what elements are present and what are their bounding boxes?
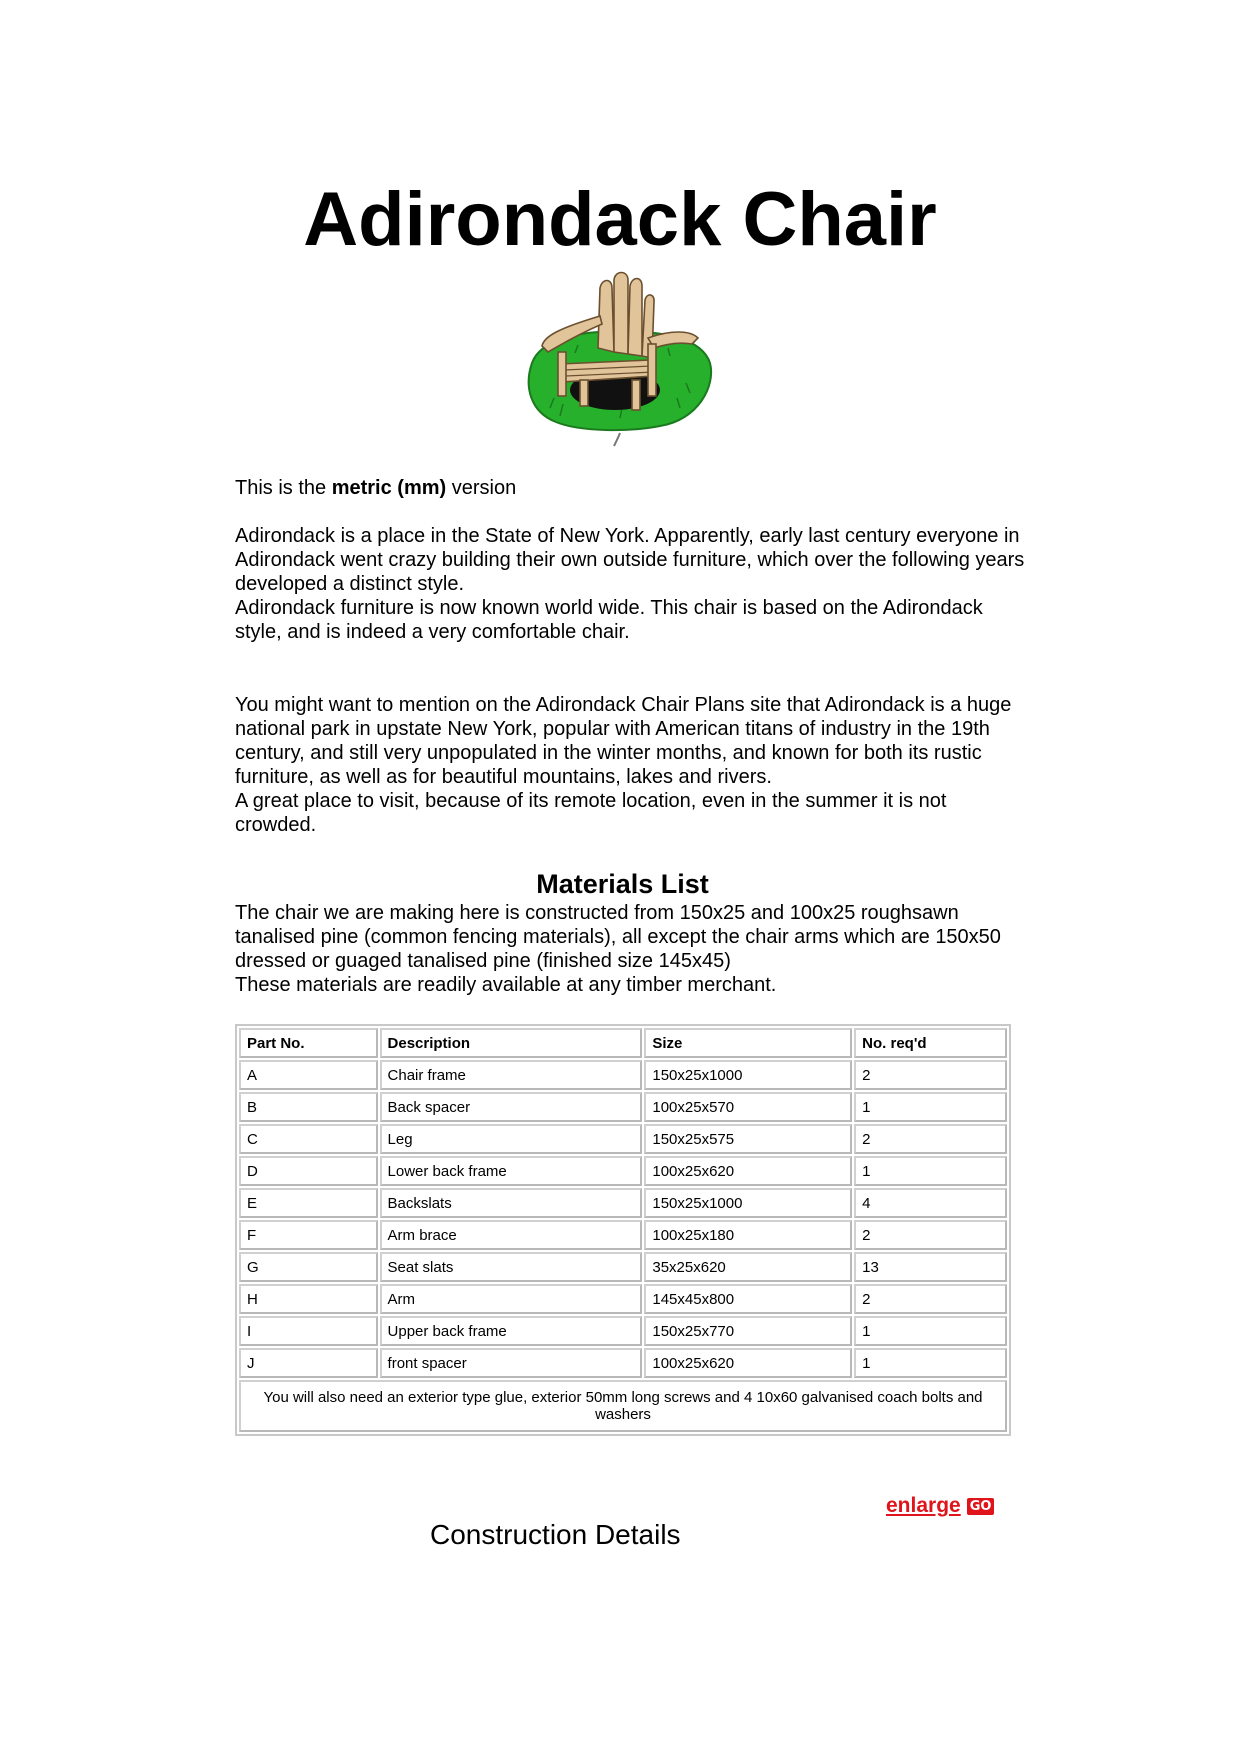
- size-cell: 150x25x575: [644, 1124, 852, 1154]
- park-paragraph: [235, 693, 1025, 837]
- quantity-cell: 4: [854, 1188, 1007, 1218]
- table-row: [239, 1252, 1007, 1282]
- part-no-cell: G: [239, 1252, 378, 1282]
- enlarge-link[interactable]: enlarge: [886, 1494, 961, 1517]
- column-header: Part No.: [239, 1028, 378, 1058]
- materials-description: [235, 901, 1025, 997]
- part-no-cell: B: [239, 1092, 378, 1122]
- park-text-1: You might want to mention on the Adirondack Chair Plans site that Adirondack is a huge national park in upstate New York, popular with American titans of industry in the 19th century, and still very unpopulated in the winter months, and known for both its rustic furniture, as well as for beautiful mountains, lakes and rivers.: [235, 694, 1012, 788]
- table-header-row: [239, 1028, 1007, 1058]
- park-text-2: A great place to visit, because of its remote location, even in the summer it is not crowded.: [235, 790, 947, 836]
- description-cell: Backslats: [380, 1188, 643, 1218]
- size-cell: 150x25x1000: [644, 1060, 852, 1090]
- size-cell: 150x25x770: [644, 1316, 852, 1346]
- description-cell: Seat slats: [380, 1252, 643, 1282]
- table-row: [239, 1060, 1007, 1090]
- intro-metric-bold: metric (mm): [331, 477, 447, 499]
- size-cell: 100x25x570: [644, 1092, 852, 1122]
- quantity-cell: 2: [854, 1220, 1007, 1250]
- quantity-cell: 1: [854, 1092, 1007, 1122]
- materials-table: [235, 1024, 1011, 1436]
- description-cell: front spacer: [380, 1348, 643, 1378]
- part-no-cell: C: [239, 1124, 378, 1154]
- quantity-cell: 2: [854, 1284, 1007, 1314]
- history-text-2: Adirondack furniture is now known world wide. This chair is based on the Adirondack style, and is indeed a very comfortable chair.: [235, 597, 983, 643]
- hardware-note: You will also need an exterior type glue, exterior 50mm long screws and 4 10x60 galvanised coach bolts and washers: [239, 1380, 1007, 1432]
- part-no-cell: J: [239, 1348, 378, 1378]
- description-cell: Upper back frame: [380, 1316, 643, 1346]
- materials-text-2: These materials are readily available at any timber merchant.: [235, 974, 777, 996]
- table-row: [239, 1220, 1007, 1250]
- quantity-cell: 1: [854, 1316, 1007, 1346]
- metric-version-note: [235, 476, 1015, 500]
- column-header: Description: [380, 1028, 643, 1058]
- page-title: Adirondack Chair: [303, 177, 937, 262]
- materials-heading: Materials List: [536, 869, 709, 899]
- quantity-cell: 1: [854, 1348, 1007, 1378]
- history-paragraph: [235, 524, 1025, 644]
- size-cell: 100x25x620: [644, 1348, 852, 1378]
- column-header: Size: [644, 1028, 852, 1058]
- description-cell: Back spacer: [380, 1092, 643, 1122]
- description-cell: Leg: [380, 1124, 643, 1154]
- part-no-cell: H: [239, 1284, 378, 1314]
- description-cell: Chair frame: [380, 1060, 643, 1090]
- quantity-cell: 2: [854, 1060, 1007, 1090]
- intro-suffix: version: [446, 477, 517, 499]
- size-cell: 100x25x180: [644, 1220, 852, 1250]
- description-cell: Arm: [380, 1284, 643, 1314]
- table-row: [239, 1092, 1007, 1122]
- size-cell: 35x25x620: [644, 1252, 852, 1282]
- intro-prefix: This is the: [235, 477, 332, 499]
- table-row: [239, 1156, 1007, 1186]
- materials-text-1: The chair we are making here is constructed from 150x25 and 100x25 roughsawn tanalised pine (common fencing materials), all except the chair arms which are 150x50 dressed or guaged tanalised pine (finished size 145x45): [235, 902, 1001, 972]
- history-text-1: Adirondack is a place in the State of New York. Apparently, early last century everyone in Adirondack went crazy building their own outside furniture, which over the following years developed a distinct style.: [235, 525, 1025, 595]
- part-no-cell: D: [239, 1156, 378, 1186]
- quantity-cell: 13: [854, 1252, 1007, 1282]
- size-cell: 145x45x800: [644, 1284, 852, 1314]
- part-no-cell: A: [239, 1060, 378, 1090]
- column-header: No. req'd: [854, 1028, 1007, 1058]
- table-row: [239, 1124, 1007, 1154]
- quantity-cell: 2: [854, 1124, 1007, 1154]
- construction-details-heading: Construction Details: [430, 1519, 681, 1550]
- table-row: [239, 1188, 1007, 1218]
- table-note-row: [239, 1380, 1007, 1432]
- part-no-cell: F: [239, 1220, 378, 1250]
- adirondack-chair-illustration: [520, 268, 720, 453]
- go-badge-icon[interactable]: GO: [967, 1498, 995, 1515]
- table-row: [239, 1284, 1007, 1314]
- quantity-cell: 1: [854, 1156, 1007, 1186]
- size-cell: 100x25x620: [644, 1156, 852, 1186]
- table-row: [239, 1348, 1007, 1378]
- description-cell: Lower back frame: [380, 1156, 643, 1186]
- size-cell: 150x25x1000: [644, 1188, 852, 1218]
- part-no-cell: E: [239, 1188, 378, 1218]
- part-no-cell: I: [239, 1316, 378, 1346]
- table-row: [239, 1316, 1007, 1346]
- enlarge-control: [886, 1494, 994, 1518]
- description-cell: Arm brace: [380, 1220, 643, 1250]
